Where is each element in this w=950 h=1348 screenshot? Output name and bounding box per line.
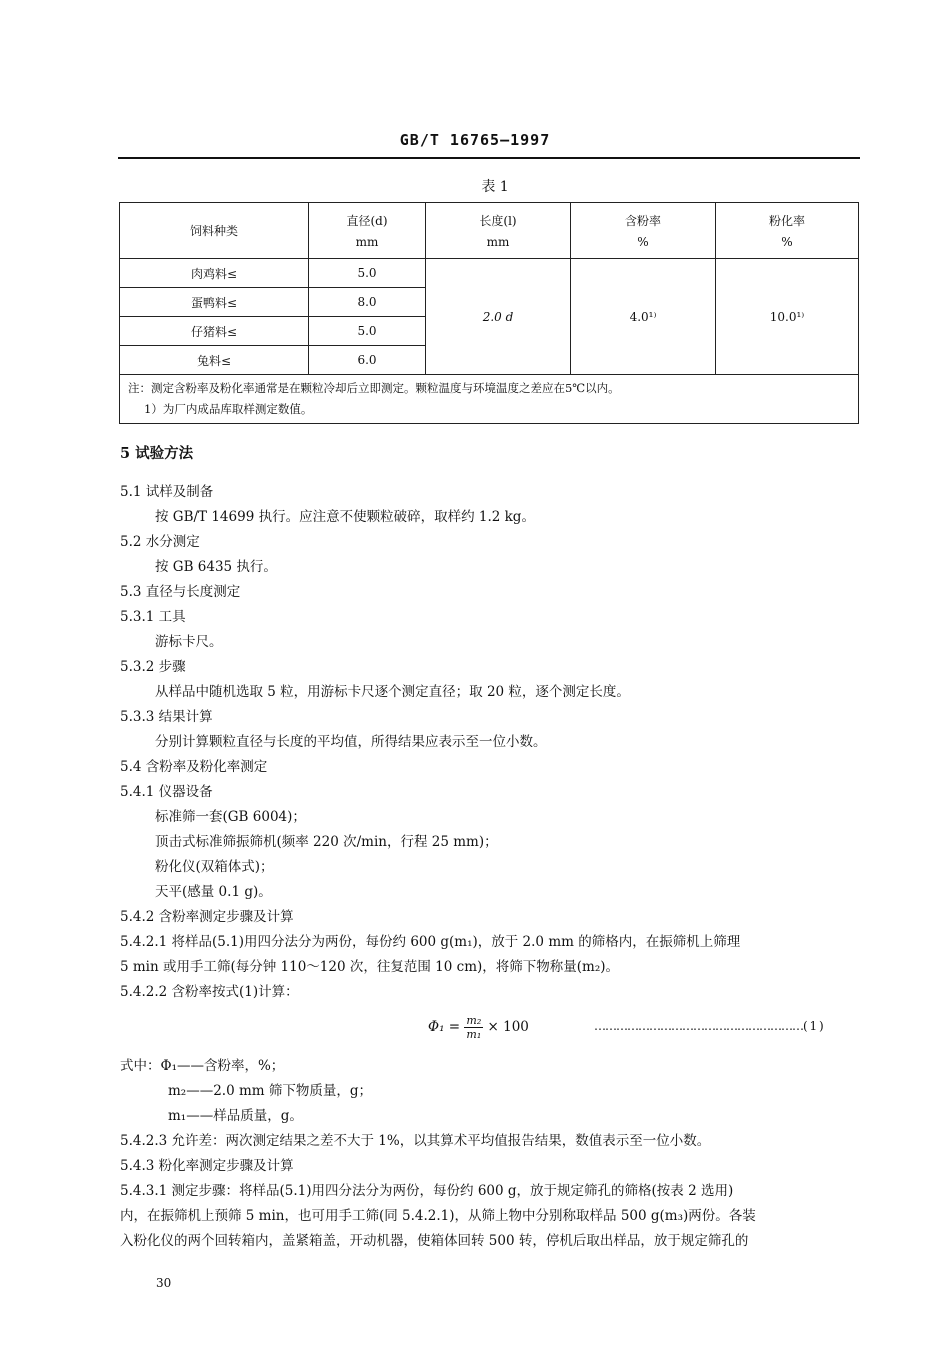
table-1 (119, 202, 859, 424)
section-5-1-heading: 5.1 试样及制备 (120, 484, 214, 500)
diameter-cell: 6.0 (309, 346, 426, 375)
standard-number: GB/T 16765—1997 (399, 131, 551, 149)
col-header-pulverization-rate: 粉化率 % (716, 203, 859, 259)
section-5-4-2-1-line-1: 5.4.2.1 将样品(5.1)用四分法分为两份，每份约 600 g(m₁)，放于 2.0 mm 的筛格内，在振筛机上筛理 (120, 934, 741, 950)
section-5-3-3-heading: 5.3.3 结果计算 (120, 709, 213, 725)
feed-type-cell: 蛋鸭料≤ (120, 288, 309, 317)
table-note (120, 375, 859, 424)
diameter-cell: 5.0 (309, 259, 426, 288)
where-clause-2: m₂——2.0 mm 筛下物质量，g； (168, 1083, 373, 1099)
section-5-4-2-2: 5.4.2.2 含粉率按式(1)计算： (120, 984, 299, 1000)
table-note-1: 注：测定含粉率及粉化率通常是在颗粒冷却后立即测定。颗粒温度与环境温度之差应在5℃以内。 (128, 381, 620, 395)
section-5-heading: 5 试验方法 (120, 445, 194, 462)
length-merged-cell: 2.0 d (426, 259, 571, 375)
table-note-row (120, 375, 859, 424)
diameter-cell: 5.0 (309, 317, 426, 346)
col-header-powder-rate: 含粉率 % (571, 203, 716, 259)
feed-type-cell: 兔料≤ (120, 346, 309, 375)
where-clause-1: 式中：Φ₁——含粉率，%； (120, 1058, 285, 1074)
formula-1 (428, 1014, 529, 1041)
section-5-3-1-text: 游标卡尺。 (155, 634, 223, 650)
header-rule (118, 157, 860, 159)
section-5-4-3-heading: 5.4.3 粉化率测定步骤及计算 (120, 1158, 294, 1174)
formula-fraction (464, 1014, 483, 1041)
table-row (120, 259, 859, 288)
equipment-item-3: 粉化仪(双箱体式)； (155, 859, 274, 875)
section-5-4-heading: 5.4 含粉率及粉化率测定 (120, 759, 268, 775)
section-5-3-heading: 5.3 直径与长度测定 (120, 584, 241, 600)
section-5-4-3-1-line-3: 入粉化仪的两个回转箱内，盖紧箱盖，开动机器，使箱体回转 500 转，停机后取出样品，放于规定筛孔的 (120, 1233, 749, 1249)
formula-numerator: m₂ (466, 1014, 482, 1027)
equipment-item-1: 标准筛一套(GB 6004)； (155, 809, 306, 825)
section-5-4-2-1-line-2: 5 min 或用手工筛(每分钟 110～120 次，往复范围 10 cm)，将筛下物称量(m₂)。 (120, 959, 620, 975)
section-5-4-3-1-line-2: 内，在振筛机上预筛 5 min，也可用手工筛(同 5.4.2.1)，从筛上物中分别称取样品 500 g(m₃)两份。各装 (120, 1208, 756, 1224)
section-5-4-1-heading: 5.4.1 仪器设备 (120, 784, 213, 800)
feed-type-cell: 肉鸡料≤ (120, 259, 309, 288)
col-header-feed-type: 饲料种类 (120, 203, 309, 259)
col-header-diameter: 直径(d) mm (309, 203, 426, 259)
where-clause-3: m₁——样品质量，g。 (168, 1108, 303, 1124)
page-number: 30 (156, 1276, 172, 1290)
section-5-3-1-heading: 5.3.1 工具 (120, 609, 186, 625)
equipment-item-4: 天平(感量 0.1 g)。 (155, 884, 272, 900)
section-5-2-heading: 5.2 水分测定 (120, 534, 200, 550)
formula-lhs: Φ₁ = (428, 1019, 461, 1035)
section-5-3-2-heading: 5.3.2 步骤 (120, 659, 186, 675)
powder-rate-merged-cell: 4.0¹⁾ (571, 259, 716, 375)
section-5-3-3-text: 分别计算颗粒直径与长度的平均值，所得结果应表示至一位小数。 (155, 734, 547, 750)
section-5-4-2-3: 5.4.2.3 允许差：两次测定结果之差不大于 1%，以其算术平均值报告结果，数值表示至一位小数。 (120, 1133, 711, 1149)
table-note-2: 1）为厂内成品库取样测定数值。 (144, 402, 313, 416)
formula-denominator: m₁ (466, 1028, 482, 1041)
section-5-4-2-heading: 5.4.2 含粉率测定步骤及计算 (120, 909, 294, 925)
pulverization-rate-merged-cell: 10.0¹⁾ (716, 259, 859, 375)
equipment-item-2: 顶击式标准筛振筛机(频率 220 次/min，行程 25 mm)； (155, 834, 498, 850)
section-5-1-text: 按 GB/T 14699 执行。应注意不使颗粒破碎，取样约 1.2 kg。 (155, 509, 535, 525)
formula-number: …………………………………………………( 1 ) (594, 1019, 823, 1033)
formula-rhs: × 100 (487, 1019, 529, 1035)
table-caption: 表 1 (481, 179, 509, 195)
col-header-length: 长度(l) mm (426, 203, 571, 259)
section-5-3-2-text: 从样品中随机选取 5 粒，用游标卡尺逐个测定直径；取 20 粒，逐个测定长度。 (155, 684, 630, 700)
feed-type-cell: 仔猪料≤ (120, 317, 309, 346)
section-5-4-3-1-line-1: 5.4.3.1 测定步骤：将样品(5.1)用四分法分为两份，每份约 600 g，放于规定筛孔的筛格(按表 2 选用) (120, 1183, 734, 1199)
table-header-row (120, 203, 859, 259)
section-5-2-text: 按 GB 6435 执行。 (155, 559, 277, 575)
diameter-cell: 8.0 (309, 288, 426, 317)
